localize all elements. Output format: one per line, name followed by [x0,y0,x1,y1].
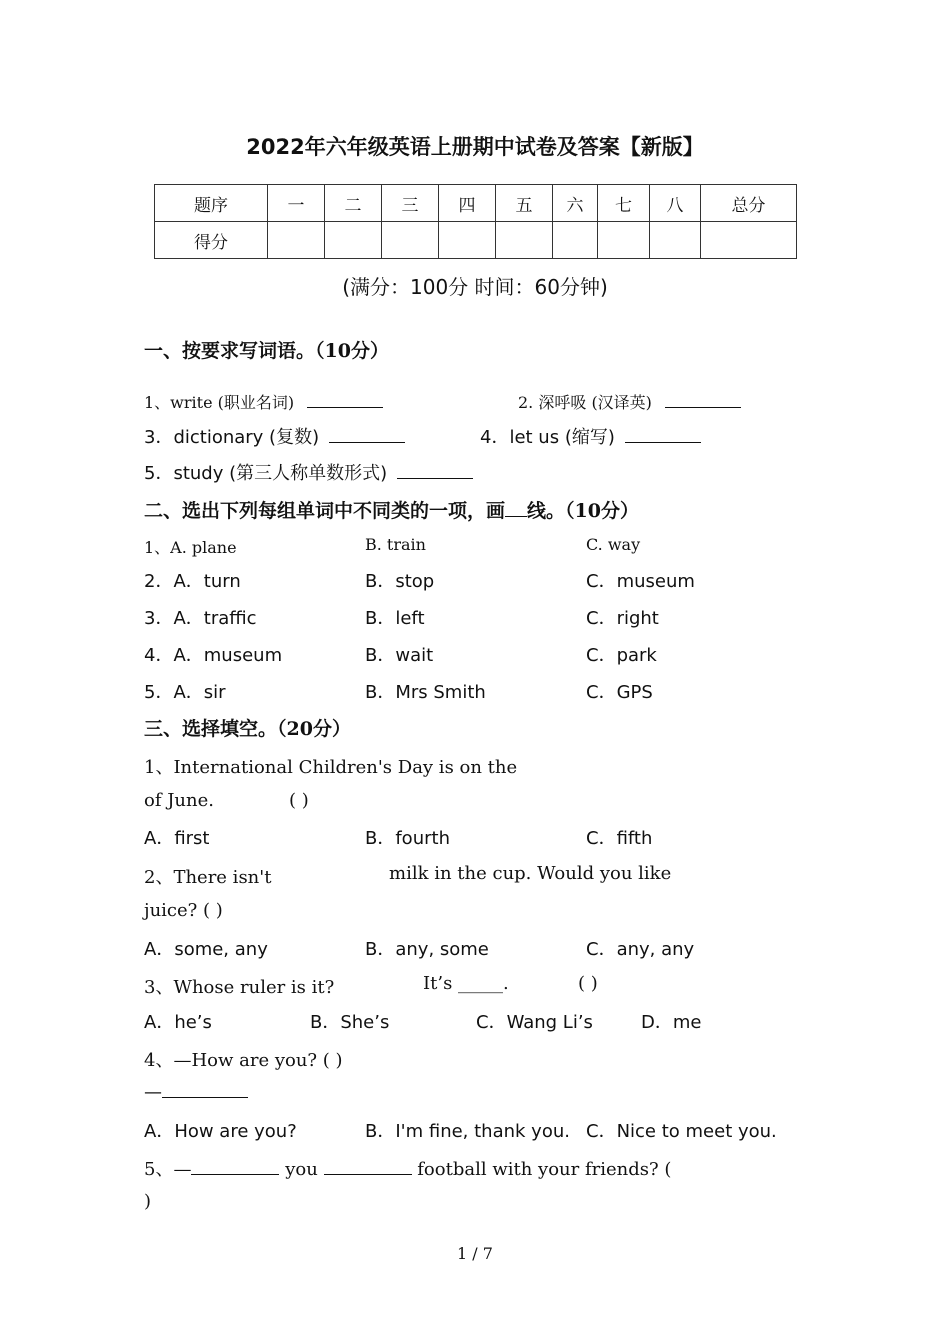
score-header-cell: 四 [439,185,496,222]
score-header-cell: 五 [496,185,553,222]
s3-q3-question: 3、Whose ruler is it? [144,977,335,998]
answer-blank[interactable] [307,407,383,408]
dash-text: — [144,1082,162,1103]
answer-blank[interactable] [665,407,741,408]
section2-heading [144,496,639,523]
score-cell[interactable] [650,222,701,259]
s2-row-2-c[interactable]: C．museum [586,571,695,592]
s2-row-1-a[interactable]: 1、A. plane [144,538,237,557]
score-header-cell: 六 [553,185,598,222]
s3-q1-option-a[interactable]: A．first [144,828,210,849]
score-header-cell: 八 [650,185,701,222]
s3-q1-option-b[interactable]: B．fourth [365,828,450,849]
answer-blank[interactable] [191,1174,279,1175]
s3-q5-line1 [144,1155,671,1181]
score-cell[interactable] [382,222,439,259]
s2-row-1-c[interactable]: C. way [586,535,641,554]
score-table [154,184,797,259]
s2-row-5-c[interactable]: C．GPS [586,682,653,703]
section2-heading-part-b: 线。（10分） [527,500,639,522]
s1-question-1 [144,390,383,413]
s3-q3-option-a[interactable]: A．he’s [144,1012,212,1033]
s3-q1-answer-paren[interactable]: ( ) [289,790,309,811]
s3-q4-option-b[interactable]: B．I'm fine, thank you. [365,1121,570,1142]
s3-q2-option-c[interactable]: C．any, any [586,939,695,960]
s2-row-4-b[interactable]: B．wait [365,645,434,666]
answer-blank[interactable] [329,442,405,443]
answer-blank[interactable] [162,1097,248,1098]
score-header-cell: 七 [598,185,650,222]
section3-heading: 三、选择填空。（20分） [144,718,351,740]
score-header-cell: 一 [268,185,325,222]
s1-q2-text: 2. 深呼吸 (汉译英) [518,393,652,412]
s3-q4-option-a[interactable]: A．How are you? [144,1121,297,1142]
s2-row-4-c[interactable]: C．park [586,645,657,666]
answer-blank[interactable] [625,442,701,443]
s3-q2-line2: juice? ( ) [144,900,223,921]
s3-q2-option-a[interactable]: A．some, any [144,939,268,960]
s3-q1-option-c[interactable]: C．fifth [586,828,653,849]
score-cell[interactable] [496,222,553,259]
s3-q5-mid: you [285,1159,318,1180]
s2-row-3-c[interactable]: C．right [586,608,659,629]
answer-blank[interactable] [397,478,473,479]
score-cell[interactable] [268,222,325,259]
s3-q2-line1b: milk in the cup. Would you like [389,863,672,884]
s2-row-1-b[interactable]: B. train [365,535,426,554]
s3-q3-option-d[interactable]: D．me [641,1012,702,1033]
answer-blank[interactable] [324,1174,412,1175]
score-cell[interactable] [325,222,382,259]
score-cell[interactable] [553,222,598,259]
s3-q3-answer-stem: It’s _____. [423,973,509,994]
section2-heading-part-a: 二、选出下列每组单词中不同类的一项，画 [144,500,506,522]
s3-q5-prefix: 5、— [144,1159,192,1180]
score-table-header-row [155,185,797,222]
s1-q1-text: 1、write (职业名词) [144,393,295,412]
s3-q1-line1: 1、International Children's Day is on the [144,757,518,778]
score-row-label: 得分 [155,222,268,259]
page-number: 1 / 7 [457,1244,493,1263]
s3-q2-option-b[interactable]: B．any, some [365,939,489,960]
score-cell[interactable] [439,222,496,259]
score-cell[interactable] [598,222,650,259]
s2-row-5-b[interactable]: B．Mrs Smith [365,682,486,703]
s1-question-3 [144,423,405,449]
score-cell[interactable] [701,222,797,259]
s3-q5-line2: ) [144,1191,152,1212]
s3-q4-option-c[interactable]: C．Nice to meet you. [586,1121,777,1142]
score-header-cell: 总分 [701,185,797,222]
s1-q3-text: 3．dictionary (复数) [144,427,320,448]
s2-row-4-a[interactable]: 4．A．museum [144,645,283,666]
s3-q4-line1: 4、—How are you? ( ) [144,1050,343,1071]
underline-mark [505,516,527,517]
section1-heading: 一、按要求写词语。（10分） [144,340,389,362]
score-header-cell: 题序 [155,185,268,222]
s3-q5-end: football with your friends? ( [417,1159,672,1180]
s2-row-3-b[interactable]: B．left [365,608,425,629]
score-header-cell: 三 [382,185,439,222]
score-table-score-row [155,222,797,259]
full-mark-info: (满分：100分 时间：60分钟) [342,275,608,299]
s3-q3-option-b[interactable]: B．She’s [310,1012,390,1033]
s2-row-2-a[interactable]: 2．A．turn [144,571,241,592]
s3-q1-line2: of June. [144,790,214,811]
s1-question-4 [480,423,701,449]
page-title: 2022年六年级英语上册期中试卷及答案【新版】 [246,135,704,159]
s1-question-2 [518,390,741,413]
s2-row-2-b[interactable]: B．stop [365,571,435,592]
s1-q5-text: 5．study (第三人称单数形式) [144,463,388,484]
s2-row-3-a[interactable]: 3．A．traffic [144,608,257,629]
s1-question-5 [144,459,473,485]
s3-q2-line1a: 2、There isn't [144,867,272,888]
s1-q4-text: 4．let us (缩写) [480,427,615,448]
s2-row-5-a[interactable]: 5．A．sir [144,682,226,703]
s3-q3-answer-paren[interactable]: ( ) [578,973,598,994]
score-header-cell: 二 [325,185,382,222]
s3-q4-line2 [144,1082,248,1103]
s3-q3-option-c[interactable]: C．Wang Li’s [476,1012,593,1033]
